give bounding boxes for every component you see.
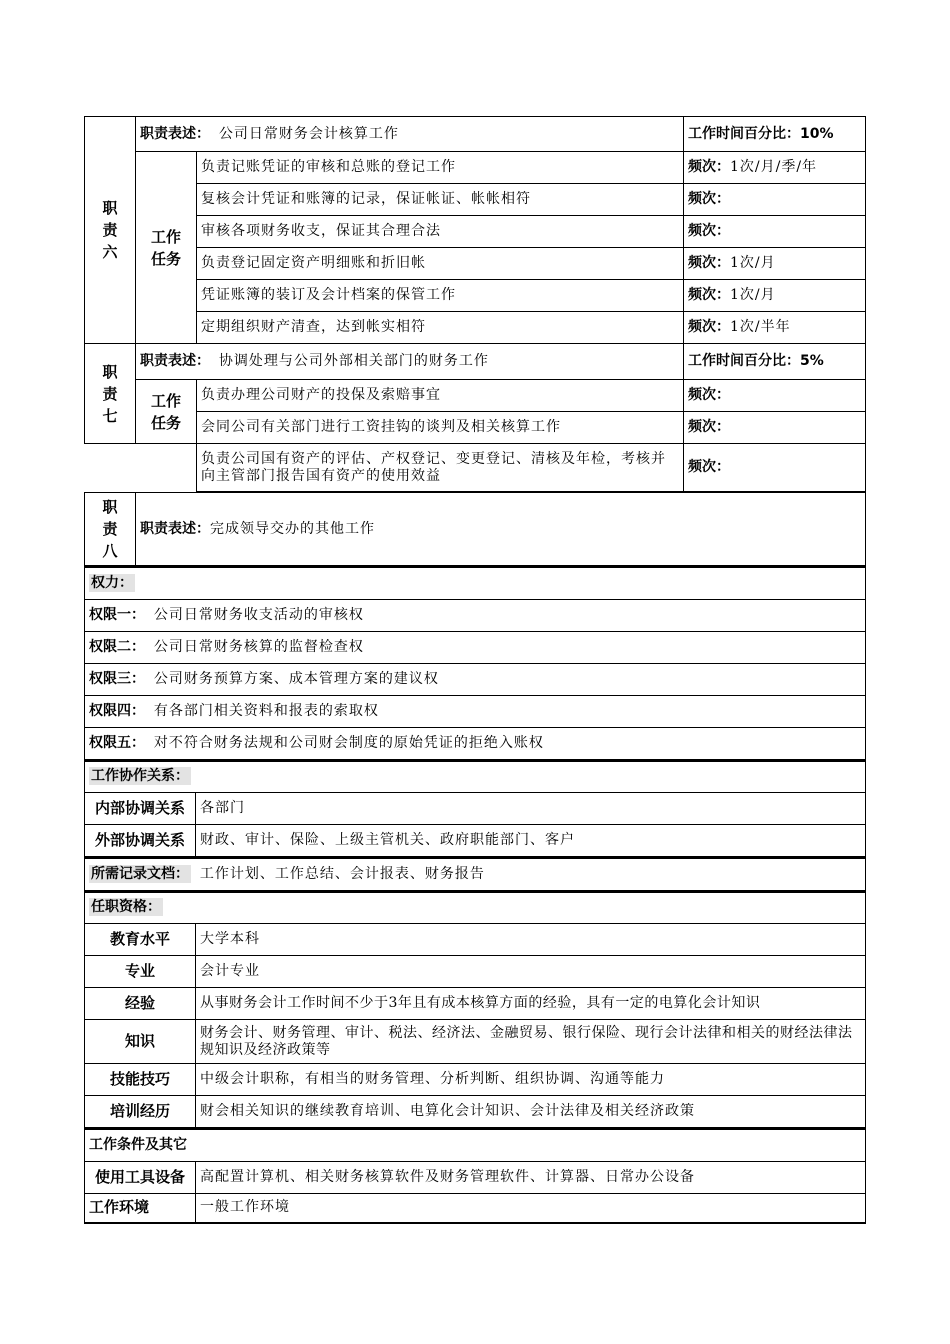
duty7-statement: 职责表述： 协调处理与公司外部相关部门的财务工作 <box>136 344 684 380</box>
duty6-task-6: 定期组织财产清查，达到帐实相符 <box>197 312 684 344</box>
duty7-freq-3: 频次： <box>684 444 866 492</box>
experience-value: 从事财务会计工作时间不少于3年且有成本核算方面的经验，具有一定的电算化会计知识 <box>196 988 866 1020</box>
qualifications-table <box>84 891 866 1129</box>
records-row: 所需记录文档： 工作计划、工作总结、会计报表、财务报告 <box>85 858 866 890</box>
power-5: 权限五： 对不符合财务法规和公司财会制度的原始凭证的拒绝入账权 <box>85 727 866 759</box>
powers-title: 权力： <box>85 567 866 599</box>
duty6-freq-5: 频次：1次/月 <box>684 280 866 312</box>
duty6-task-1: 负责记账凭证的审核和总账的登记工作 <box>197 152 684 184</box>
education-value: 大学本科 <box>196 924 866 956</box>
duty7-time: 工作时间百分比：5% <box>684 344 866 380</box>
duty8-table <box>84 492 866 566</box>
knowledge-label: 知识 <box>85 1020 196 1064</box>
duty6-freq-6: 频次：1次/半年 <box>684 312 866 344</box>
equipment-value: 高配置计算机、相关财务核算软件及财务管理软件、计算器、日常办公设备 <box>196 1161 866 1193</box>
skills-value: 中级会计职称，有相当的财务管理、分析判断、组织协调、沟通等能力 <box>196 1064 866 1096</box>
records-table <box>84 857 866 891</box>
environment-label: 工作环境 <box>85 1193 196 1223</box>
job-description-sheet <box>84 116 865 1224</box>
duty6-freq-1: 频次：1次/月/季/年 <box>684 152 866 184</box>
power-1: 权限一： 公司日常财务收支活动的审核权 <box>85 599 866 631</box>
external-relations-label: 外部协调关系 <box>85 825 196 857</box>
duty6-freq-4: 频次：1次/月 <box>684 248 866 280</box>
major-label: 专业 <box>85 956 196 988</box>
duty6-task-5: 凭证账簿的装订及会计档案的保管工作 <box>197 280 684 312</box>
powers-table <box>84 566 866 760</box>
relations-table <box>84 760 866 858</box>
duty6-task-label: 工作 任务 <box>136 152 197 344</box>
duty7-task-1: 负责办理公司财产的投保及索赔事宜 <box>197 380 684 412</box>
conditions-table <box>84 1128 866 1224</box>
knowledge-value: 财务会计、财务管理、审计、税法、经济法、金融贸易、银行保险、现行会计法律和相关的财经法律法规知识及经济政策等 <box>196 1020 866 1064</box>
conditions-title: 工作条件及其它 <box>85 1129 866 1161</box>
environment-value: 一般工作环境 <box>196 1193 866 1223</box>
duty7-freq-2: 频次： <box>684 412 866 444</box>
internal-relations-value: 各部门 <box>196 793 866 825</box>
qualifications-title: 任职资格： <box>85 892 866 924</box>
training-value: 财会相关知识的继续教育培训、电算化会计知识、会计法律及相关经济政策 <box>196 1096 866 1128</box>
power-3: 权限三： 公司财务预算方案、成本管理方案的建议权 <box>85 663 866 695</box>
duty7-task-label: 工作 任务 <box>136 380 197 444</box>
duty7-freq-1: 频次： <box>684 380 866 412</box>
internal-relations-label: 内部协调关系 <box>85 793 196 825</box>
duty7-task-2: 会同公司有关部门进行工资挂钩的谈判及相关核算工作 <box>197 412 684 444</box>
duty6-time: 工作时间百分比：10% <box>684 117 866 152</box>
education-label: 教育水平 <box>85 924 196 956</box>
duty8-label: 职 责 八 <box>85 493 136 566</box>
duty8-statement: 职责表述：完成领导交办的其他工作 <box>136 493 866 566</box>
relations-title: 工作协作关系： <box>85 761 866 793</box>
duty6-statement: 职责表述： 公司日常财务会计核算工作 <box>136 117 684 152</box>
training-label: 培训经历 <box>85 1096 196 1128</box>
duties-table <box>84 116 866 492</box>
duty6-label: 职 责 六 <box>85 117 136 344</box>
duty6-task-3: 审核各项财务收支，保证其合理合法 <box>197 216 684 248</box>
duty6-freq-3: 频次： <box>684 216 866 248</box>
duty7-label: 职 责 七 <box>85 344 136 444</box>
major-value: 会计专业 <box>196 956 866 988</box>
duty6-freq-2: 频次： <box>684 184 866 216</box>
duty6-task-2: 复核会计凭证和账簿的记录，保证帐证、帐帐相符 <box>197 184 684 216</box>
duty7-task-3: 负责公司国有资产的评估、产权登记、变更登记、清核及年检，考核并向主管部门报告国有资产的使用效益 <box>197 444 684 492</box>
external-relations-value: 财政、审计、保险、上级主管机关、政府职能部门、客户 <box>196 825 866 857</box>
skills-label: 技能技巧 <box>85 1064 196 1096</box>
power-2: 权限二： 公司日常财务核算的监督检查权 <box>85 631 866 663</box>
experience-label: 经验 <box>85 988 196 1020</box>
duty6-task-4: 负责登记固定资产明细账和折旧帐 <box>197 248 684 280</box>
power-4: 权限四： 有各部门相关资料和报表的索取权 <box>85 695 866 727</box>
equipment-label: 使用工具设备 <box>85 1161 196 1193</box>
